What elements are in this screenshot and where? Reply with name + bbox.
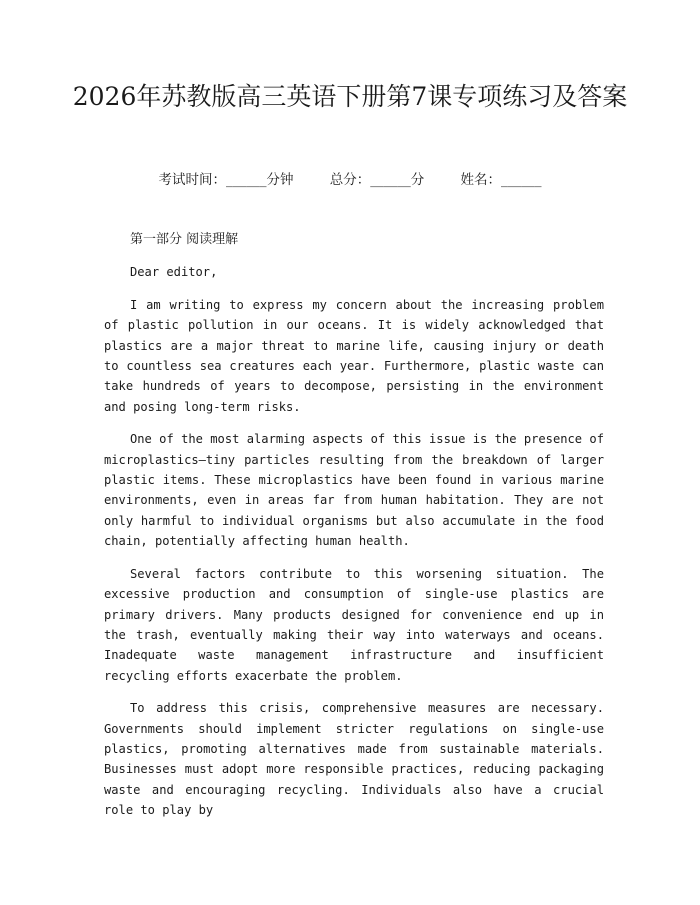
section-heading: 第一部分 阅读理解	[130, 232, 239, 247]
total-score-field: 总分：______分	[329, 172, 425, 188]
paragraph-4: To address this crisis, comprehensive measures are necessary. Governments should implement stricter regulations on single-use plastics, promoting alternatives made from sustainable materials. Businesses must adopt more responsible practices, reducing packaging waste and encouraging recycling. Individuals also have a crucial role to play by	[104, 701, 604, 818]
exam-info-line	[0, 168, 700, 188]
letter-salutation: Dear editor,	[130, 265, 218, 280]
paragraph-1: I am writing to express my concern about the increasing problem of plastic pollution in our oceans. It is widely acknowledged that plastics are a major threat to marine life, causing injury or death to countless sea creatures each year. Furthermore, plastic waste can take hundreds of years to decompose, persisting in the environment and posing long-term risks.	[104, 297, 604, 414]
document-title: 2026年苏教版高三英语下册第7课专项练习及答案	[72, 82, 628, 111]
exam-time-field: 考试时间：______分钟	[158, 172, 294, 188]
paragraph-2: One of the most alarming aspects of this issue is the presence of microplastics—tiny particles resulting from the breakdown of larger plastic items. These microplastics have been found in various marine environments, even in areas far from human habitation. They are not only harmful to individual organisms but also accumulate in the food chain, potentially affecting human health.	[104, 432, 604, 549]
student-name-field: 姓名：______	[460, 172, 542, 188]
paragraph-3: Several factors contribute to this worsening situation. The excessive production and consumption of single-use plastics are primary drivers. Many products designed for convenience end up in the trash, eventually making their way into waterways and oceans. Inadequate waste management infrastructure and insufficient recycling efforts exacerbate the problem.	[104, 566, 604, 683]
document-body	[104, 230, 604, 833]
